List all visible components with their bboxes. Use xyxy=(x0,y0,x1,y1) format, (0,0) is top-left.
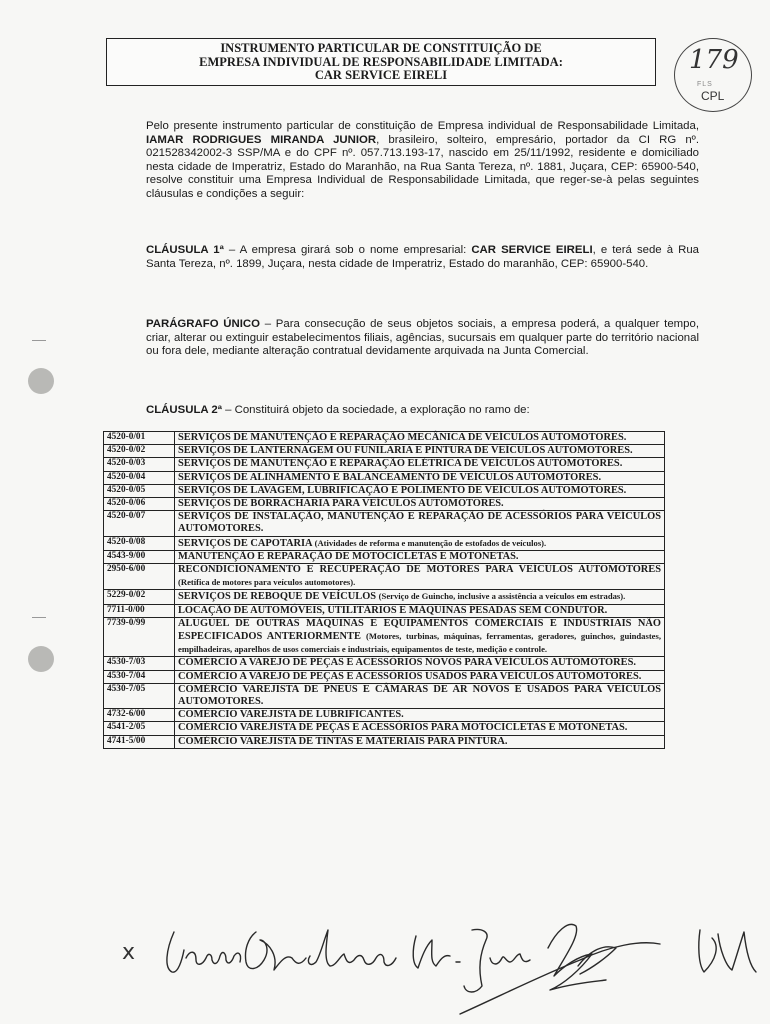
table-row xyxy=(104,604,665,617)
activity-description xyxy=(175,722,665,735)
title-line-3: CAR SERVICE EIRELI xyxy=(314,68,448,82)
activity-title: SERVIÇOS DE REBOQUE DE VEÍCULOS xyxy=(178,591,379,603)
activity-description xyxy=(175,471,665,484)
activity-title: SERVIÇOS DE ALINHAMENTO E BALANCEAMENTO DE VEÍCULOS AUTOMOTORES. xyxy=(178,471,602,483)
table-row xyxy=(104,498,665,511)
activity-description xyxy=(175,432,665,445)
intro-text-1: Pelo presente instrumento particular de constituição de Empresa individual de Responsabilidade Limitada, xyxy=(146,120,699,132)
page-number-stamp xyxy=(674,38,752,112)
activity-description xyxy=(175,683,665,708)
document-title-box xyxy=(106,38,656,86)
owner-name: IAMAR RODRIGUES MIRANDA JUNIOR xyxy=(146,133,377,146)
activity-note: (Atividades de reforma e manutenção de estofados de veículos). xyxy=(314,537,547,548)
table-row xyxy=(104,550,665,563)
table-row xyxy=(104,536,665,550)
title-line-1: INSTRUMENTO PARTICULAR DE CONSTITUIÇÃO DE xyxy=(220,41,542,55)
signature-stroke xyxy=(413,936,450,968)
activity-title: SERVIÇOS DE CAPOTARIA xyxy=(178,537,315,549)
activity-code: 4732-6/00 xyxy=(104,709,175,722)
activity-title: MANUTENÇÃO E REPARAÇÃO DE MOTOCICLETAS E MOTONETAS. xyxy=(178,550,519,562)
table-row xyxy=(104,683,665,708)
signature-stroke xyxy=(308,930,396,966)
clause-1-label: CLÁUSULA 1ª xyxy=(146,244,224,256)
activity-description xyxy=(175,536,665,550)
activity-title: SERVIÇOS DE MANUTENÇÃO E REPARAÇÃO ELÉTRICA DE VEÍCULOS AUTOMOTORES. xyxy=(178,458,623,470)
table-row xyxy=(104,735,665,748)
signature-stroke xyxy=(548,924,606,990)
activity-description xyxy=(175,617,665,657)
activity-title: SERVIÇOS DE BORRACHARIA PARA VEÍCULOS AUTOMOTORES. xyxy=(178,498,504,510)
table-row xyxy=(104,590,665,604)
intro-text-2: , brasileiro, solteiro, empresário, portador da CI RG nº. 021528342002-3 SSP/MA e do CPF nº. 057.713.193-17, nascido em 25/11/1992, residente e domiciliado nesta cidade de Imperatriz, Estado do Maranhão, na Rua Santa Tereza, nº. 1881, Juçara, CEP: 65900-540, resolve constituir uma Empresa Individual de Responsabilidade Limitada, que reger-se-à pelas seguintes cláusulas e condições a seguir: xyxy=(146,133,699,200)
company-name: CAR SERVICE EIRELI xyxy=(471,244,593,256)
table-row xyxy=(104,564,665,590)
initials-stroke xyxy=(718,932,756,972)
activity-code: 4541-2/05 xyxy=(104,722,175,735)
table-row xyxy=(104,617,665,657)
activity-code: 4520-0/02 xyxy=(104,445,175,458)
activity-code: 4520-0/06 xyxy=(104,498,175,511)
activity-description xyxy=(175,458,665,471)
table-row xyxy=(104,458,665,471)
intro-paragraph xyxy=(110,120,699,202)
clause-1 xyxy=(110,244,699,271)
activity-title: SERVIÇOS DE INSTALAÇÃO, MANUTENÇÃO E REPARAÇÃO DE ACESSÓRIOS PARA VEÍCULOS AUTOMOTORES. xyxy=(178,511,661,535)
stamp-org: CPL xyxy=(701,89,725,103)
activity-description xyxy=(175,511,665,536)
activity-code: 2950-6/00 xyxy=(104,564,175,590)
activity-description xyxy=(175,735,665,748)
paragrafo-label: PARÁGRAFO ÚNICO xyxy=(146,318,260,330)
margin-mark xyxy=(32,617,46,618)
table-row xyxy=(104,432,665,445)
activity-description xyxy=(175,484,665,497)
signature-stroke xyxy=(490,954,530,964)
activity-title: SERVIÇOS DE LANTERNAGEM OU FUNILARIA E PINTURA DE VEÍCULOS AUTOMOTORES. xyxy=(178,445,633,457)
activity-title: COMÉRCIO VAREJISTA DE LUBRIFICANTES. xyxy=(178,709,404,721)
stamp-number: 179 xyxy=(689,45,739,75)
table-row xyxy=(104,445,665,458)
activity-code: 7711-0/00 xyxy=(104,604,175,617)
clause-2-text: – Constituirá objeto da sociedade, a exploração no ramo de: xyxy=(221,404,530,416)
signature-stroke xyxy=(460,943,660,1014)
activity-title: SERVIÇOS DE LAVAGEM, LUBRIFICAÇÃO E POLIMENTO DE VEÍCULOS AUTOMOTORES. xyxy=(178,484,627,496)
table-row xyxy=(104,511,665,536)
margin-mark xyxy=(32,340,46,341)
signature-mark: x xyxy=(122,940,136,965)
clause-1-text-1: – A empresa girará sob o nome empresarial: xyxy=(223,244,472,256)
table-row xyxy=(104,722,665,735)
activities-table xyxy=(103,431,665,749)
signature-stroke xyxy=(245,932,306,970)
activity-code: 4520-0/07 xyxy=(104,511,175,536)
paragrafo-text: – Para consecução de seus objetos sociais, a empresa poderá, a qualquer tempo, criar, alterar ou extinguir estabelecimentos filiais, agências, sucursais em qualquer parte do território nacional ou fora dele, mediante alteração contratual devidamente arquivada na Junta Comercial. xyxy=(146,318,699,358)
title-line-2: EMPRESA INDIVIDUAL DE RESPONSABILIDADE LIMITADA: xyxy=(199,54,563,69)
activity-description xyxy=(175,604,665,617)
activity-code: 4530-7/04 xyxy=(104,670,175,683)
activity-title: ALUGUEL DE OUTRAS MÁQUINAS E EQUIPAMENTOS COMERCIAIS E INDUSTRIAIS NÃO ESPECIFICADOS ANTERIORMENTE xyxy=(178,617,661,643)
stamp-label: FLS xyxy=(697,81,713,88)
clause-1-text-2: , e terá sede à Rua Santa Tereza, nº. 1899, Juçara, nesta cidade de Imperatriz, Estado do maranhão, CEP: 65900-540. xyxy=(146,244,699,270)
paragrafo-unico xyxy=(110,318,699,359)
initials-stroke xyxy=(699,930,716,972)
activity-code: 4530-7/03 xyxy=(104,657,175,670)
activity-description xyxy=(175,670,665,683)
activity-code: 4741-5/00 xyxy=(104,735,175,748)
activity-title: RECONDICIONAMENTO E RECUPERAÇÃO DE MOTORES PARA VEÍCULOS AUTOMOTORES xyxy=(178,564,661,576)
table-row xyxy=(104,657,665,670)
activity-title: LOCAÇÃO DE AUTOMÓVEIS, UTILITÁRIOS E MÁQUINAS PESADAS SEM CONDUTOR. xyxy=(178,604,608,616)
activity-code: 4520-0/01 xyxy=(104,432,175,445)
activity-description xyxy=(175,590,665,604)
activity-description xyxy=(175,550,665,563)
activity-title: COMÉRCIO VAREJISTA DE PNEUS E CÂMARAS DE AR NOVOS E USADOS PARA VEÍCULOS AUTOMOTORES. xyxy=(178,683,661,708)
signature-stroke xyxy=(464,929,487,992)
signature-stroke xyxy=(167,932,184,972)
activity-note: (Retífica de motores para veículos automotores). xyxy=(178,577,356,588)
table-row xyxy=(104,670,665,683)
activity-title: COMÉRCIO A VAREJO DE PEÇAS E ACESSÓRIOS NOVOS PARA VEÍCULOS AUTOMOTORES. xyxy=(178,657,636,669)
activity-code: 4520-0/03 xyxy=(104,458,175,471)
clause-2-label: CLÁUSULA 2ª xyxy=(146,404,222,416)
activity-description xyxy=(175,564,665,590)
activity-description xyxy=(175,445,665,458)
punch-hole-top xyxy=(28,368,54,394)
activity-title: COMÉRCIO VAREJISTA DE PEÇAS E ACESSÓRIOS PARA MOTOCICLETAS E MOTONETAS. xyxy=(178,722,628,734)
activity-description xyxy=(175,709,665,722)
activity-note: (Motores, turbinas, máquinas, ferramentas, geradores, guinchos, guindastes, empilhadeiras, aparelhos de usos comerciais e industriais, equipamentos de teste, medição e controle. xyxy=(178,631,661,655)
activity-description xyxy=(175,657,665,670)
activity-note: (Serviço de Guincho, inclusive a assistência a veículos em estradas). xyxy=(378,591,626,602)
activity-title: SERVIÇOS DE MANUTENÇÃO E REPARAÇÃO MECÂNICA DE VEÍCULOS AUTOMOTORES. xyxy=(178,432,627,443)
clause-2 xyxy=(110,404,699,418)
activity-code: 7739-0/99 xyxy=(104,617,175,657)
table-row xyxy=(104,709,665,722)
signature-stroke xyxy=(578,947,616,974)
activity-code: 4520-0/04 xyxy=(104,471,175,484)
activity-title: COMÉRCIO A VAREJO DE PEÇAS E ACESSÓRIOS USADOS PARA VEÍCULOS AUTOMOTORES. xyxy=(178,670,642,682)
table-row xyxy=(104,471,665,484)
activity-code: 4543-9/00 xyxy=(104,550,175,563)
punch-hole-bottom xyxy=(28,646,54,672)
signature-stroke xyxy=(186,952,241,964)
activity-code: 4530-7/05 xyxy=(104,683,175,708)
activity-code: 4520-0/08 xyxy=(104,536,175,550)
signatures-drawing xyxy=(160,910,770,1024)
activity-description xyxy=(175,498,665,511)
activity-title: COMÉRCIO VAREJISTA DE TINTAS E MATERIAIS PARA PINTURA. xyxy=(178,735,508,747)
activity-code: 4520-0/05 xyxy=(104,484,175,497)
activity-code: 5229-0/02 xyxy=(104,590,175,604)
table-row xyxy=(104,484,665,497)
